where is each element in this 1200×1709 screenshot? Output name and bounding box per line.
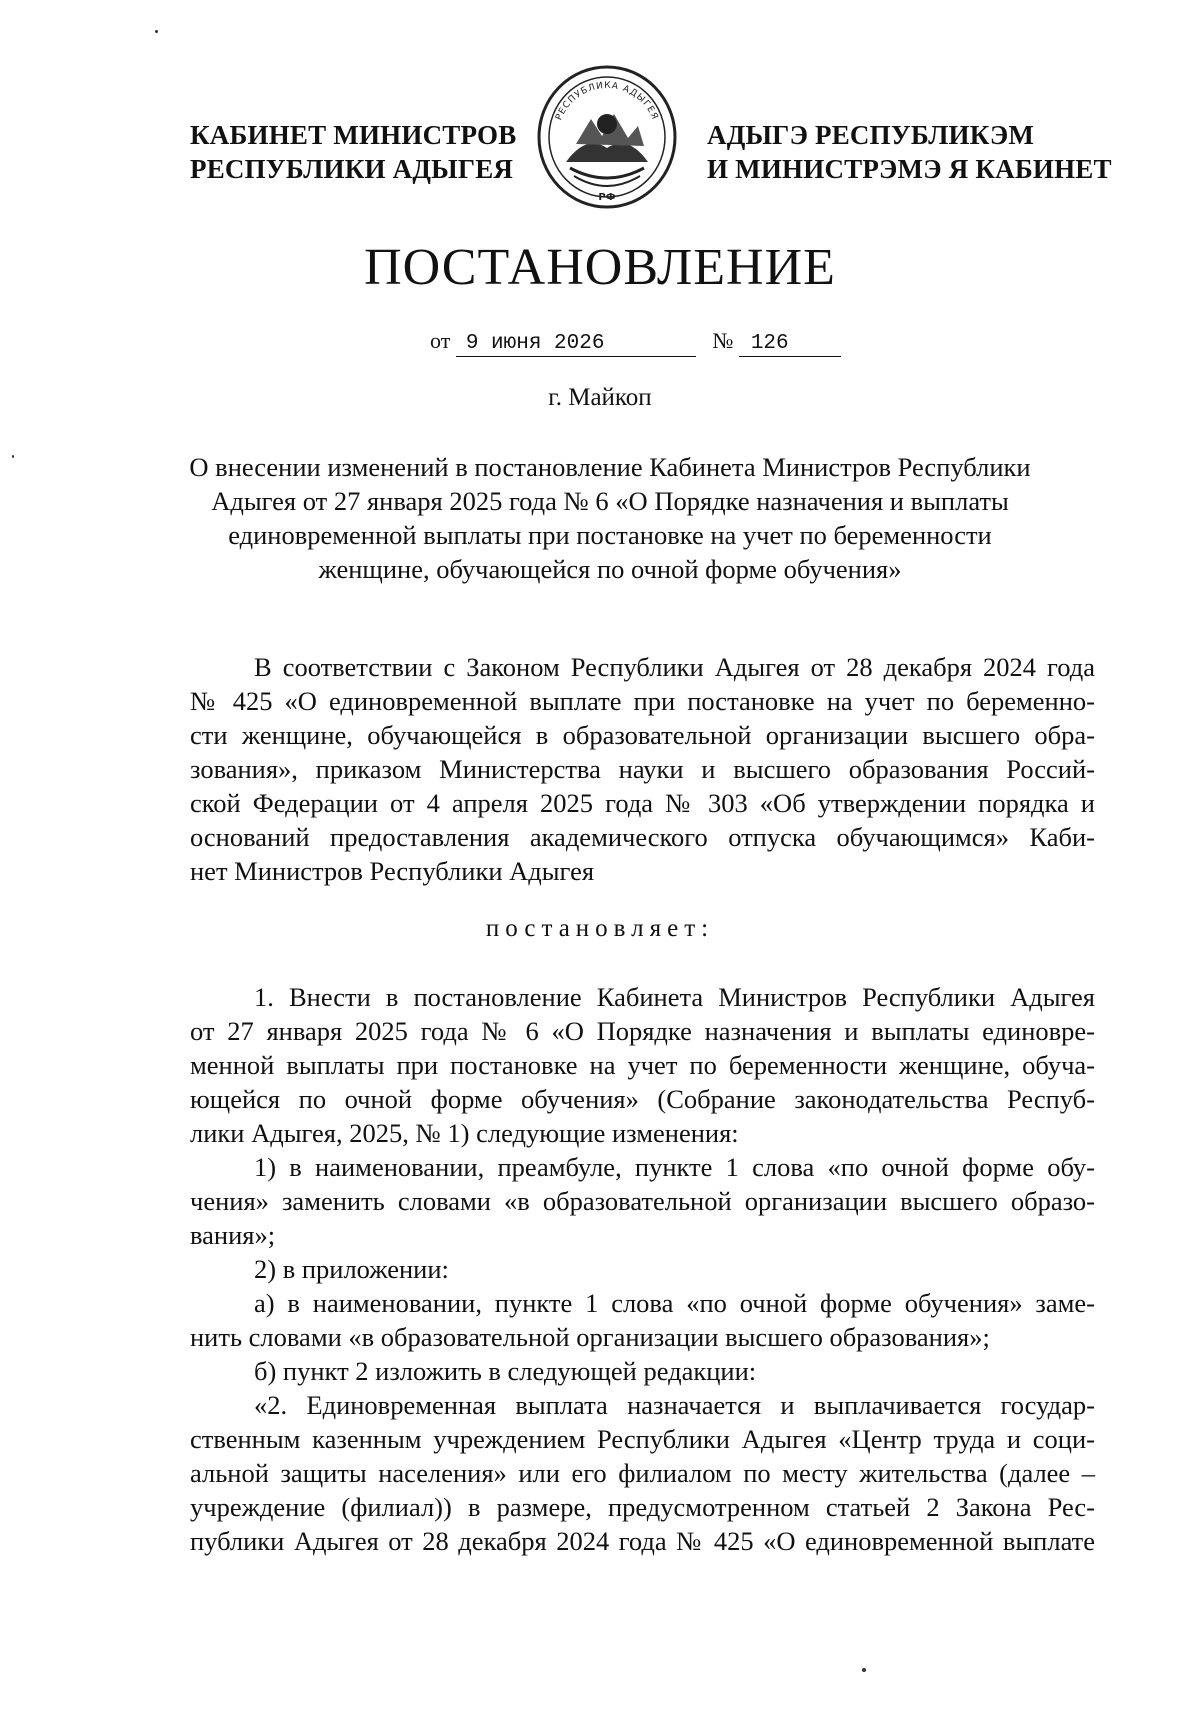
body-line: чения» заменить словами «в образовательной организации высшего образо- [190,1186,1095,1216]
scan-speck [12,455,14,458]
header-left [190,118,516,186]
body-line: от 27 января 2025 года № 6 «О Порядке назначения и выплаты единовре- [190,1016,1095,1046]
preamble [190,650,1095,888]
body-line: менной выплаты при постановке на учет по беременности женщине, обуча- [190,1050,1095,1080]
header-right-line1: АДЫГЭ РЕСПУБЛИКЭМ [707,120,1035,150]
preamble-line: нет Министров Республики Адыгея [190,856,595,886]
body-line: 2) в приложении: [254,1254,449,1284]
decree-number: 126 [739,332,841,357]
scan-speck [862,1668,866,1672]
subject-line: женщине, обучающейся по очной форме обучения» [318,554,902,584]
header-left-line1: КАБИНЕТ МИНИСТРОВ [190,120,517,150]
body-line: б) пункт 2 изложить в следующей редакции: [254,1356,757,1386]
scan-speck [155,30,158,33]
body-line: вания»; [190,1220,276,1250]
subject-line: единовременной выплаты при постановке на учет по беременности [228,520,992,550]
seal-ring-text: РЕСПУБЛИКА АДЫГЕЯ [554,80,660,122]
preamble-line: В соответствии с Законом Республики Адыгея от 28 декабря 2024 года [254,652,1095,682]
decree-body [190,980,1095,1558]
body-line: 1) в наименовании, преамбуле, пункте 1 слова «по очной форме обу- [254,1152,1095,1182]
header-right [707,118,1112,186]
header-left-line2: РЕСПУБЛИКИ АДЫГЕЯ [190,154,514,184]
body-line: публики Адыгея от 28 декабря 2024 года № 425 «О единовременной выплате [190,1526,1095,1556]
preamble-line: сти женщине, обучающейся в образовательной организации высшего обра- [190,720,1095,750]
decree-date-number [430,328,841,357]
body-line: 1. Внести в постановление Кабинета Министров Республики Адыгея [254,982,1095,1012]
subject-line: Адыгея от 27 января 2025 года № 6 «О Порядке назначения и выплаты [211,486,1009,516]
body-line: лики Адыгея, 2025, № 1) следующие изменения: [190,1118,739,1148]
header-right-line2: И МИНИСТРЭМЭ Я КАБИНЕТ [707,154,1112,184]
body-line: ющейся по очной форме обучения» (Собрание законодательства Респуб- [190,1084,1095,1114]
subject-line: О внесении изменений в постановление Кабинета Министров Республики [189,452,1031,482]
preamble-line: ской Федерации от 4 апреля 2025 года № 303 «Об утверждении порядка и [190,788,1095,818]
city: г. Майкоп [548,384,652,411]
body-line: альной защиты населения» или его филиалом по месту жительства (далее – [190,1458,1095,1488]
preamble-line: зования», приказом Министерства науки и высшего образования Россий- [190,754,1095,784]
seal-bottom-text: РФ [598,192,616,203]
body-line: учреждение (филиал)) в размере, предусмотренном статьей 2 Закона Рес- [190,1492,1095,1522]
from-label: от [430,328,451,353]
body-line: нить словами «в образовательной организации высшего образования»; [190,1322,990,1352]
decree-subject [180,450,1040,586]
preamble-line: оснований предоставления академического отпуска обучающимся» Каби- [190,822,1095,852]
resolves-word: постановляет: [485,915,715,942]
body-line: ственным казенным учреждением Республики Адыгея «Центр труда и соци- [190,1424,1095,1454]
preamble-line: № 425 «О единовременной выплате при постановке на учет по беременно- [190,686,1095,716]
coat-of-arms-seal [536,64,678,210]
document-title: ПОСТАНОВЛЕНИЕ [364,239,836,296]
body-line: «2. Единовременная выплата назначается и выплачивается государ- [254,1390,1095,1420]
decree-date: 9 июня 2026 [456,332,696,357]
body-line: а) в наименовании, пункте 1 слова «по очной форме обучения» заме- [254,1288,1095,1318]
number-label: № [712,328,734,353]
